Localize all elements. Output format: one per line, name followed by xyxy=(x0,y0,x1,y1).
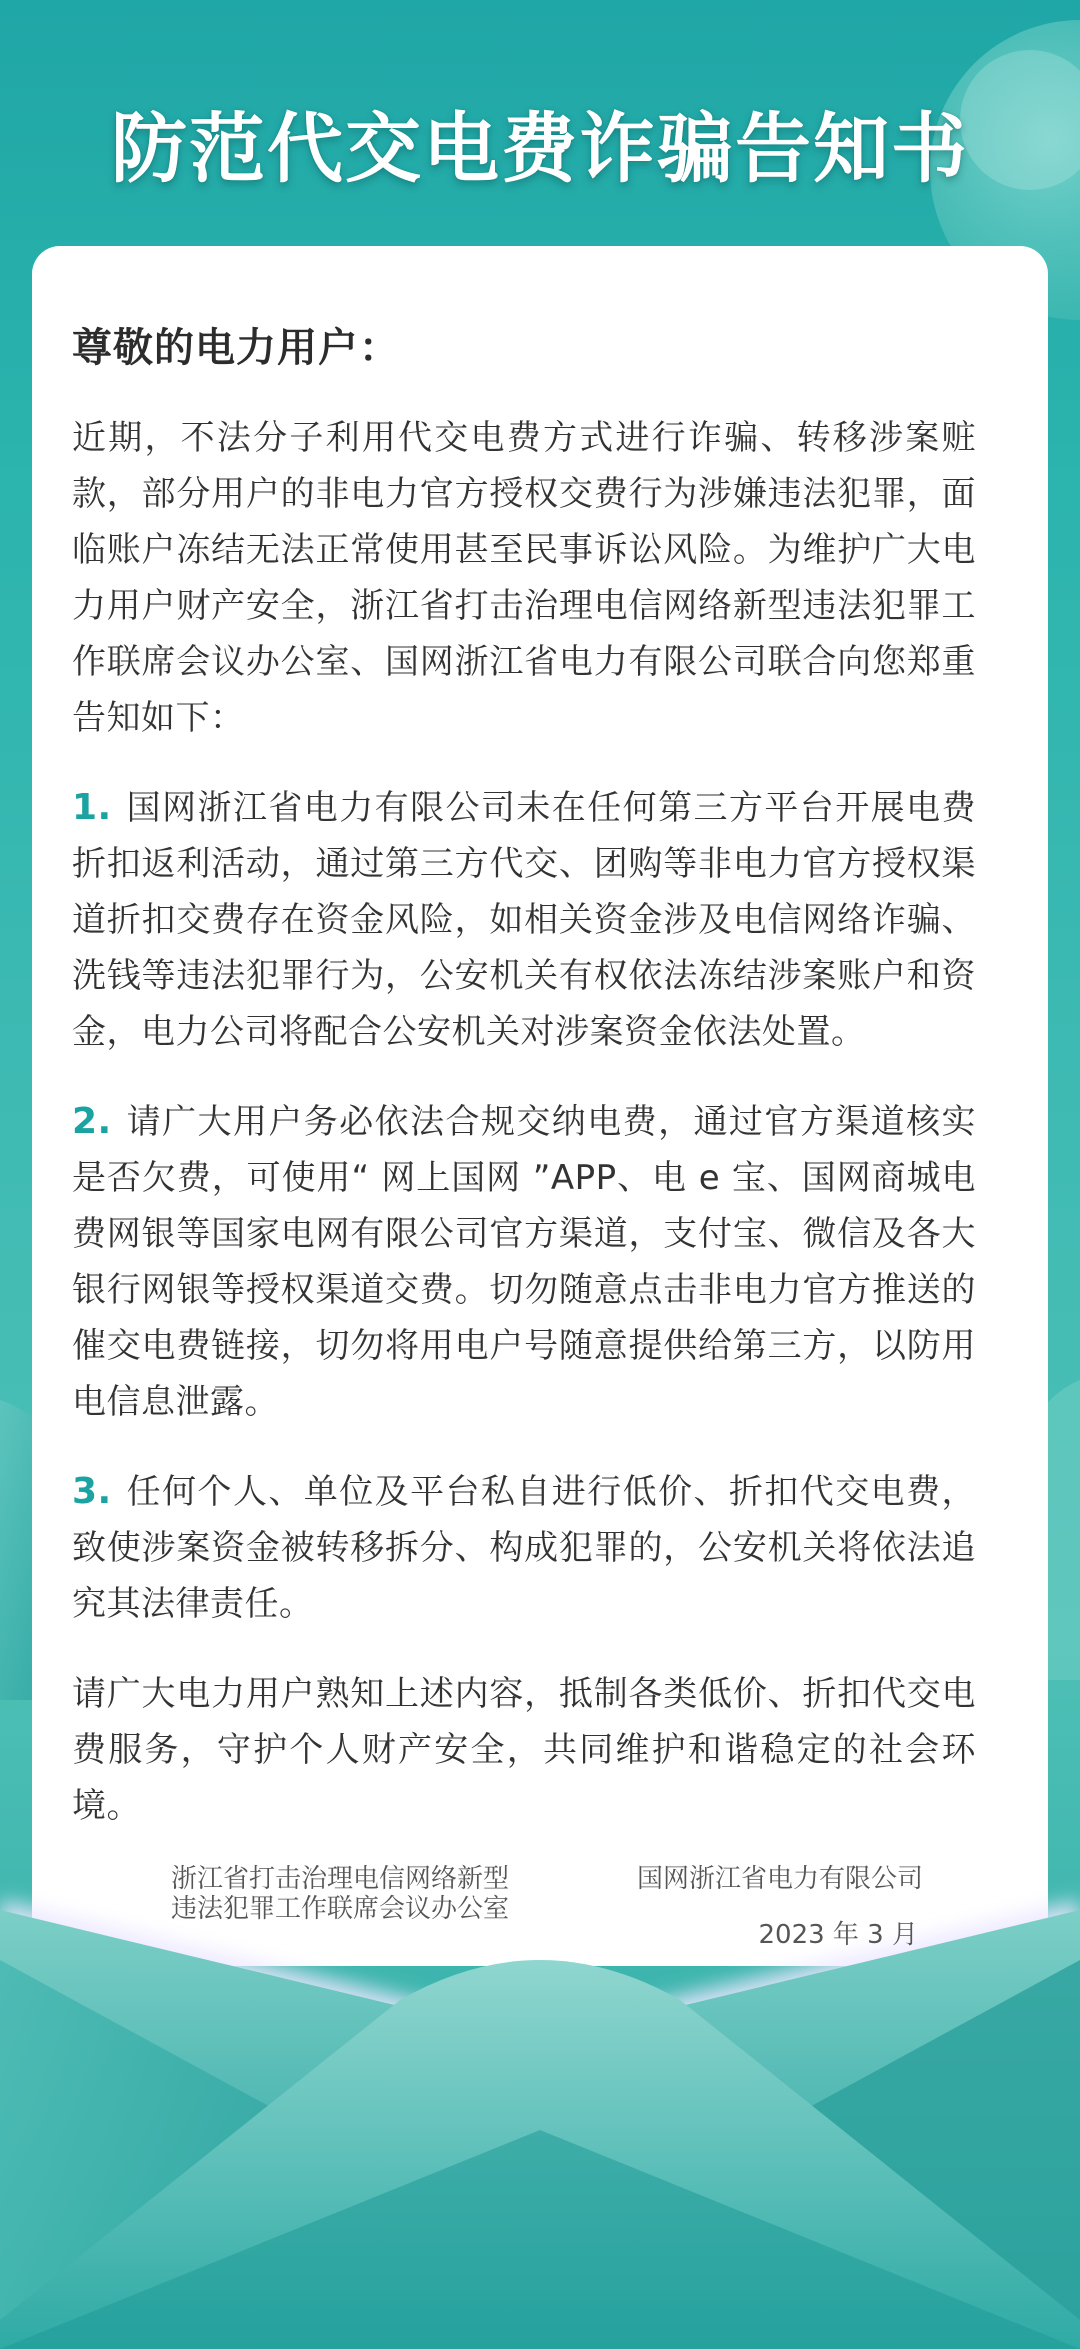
item-text: 国网浙江省电力有限公司未在任何第三方平台开展电费折扣返利活动，通过第三方代交、团购等非电力官方授权渠道折扣交费存在资金风险，如相关资金涉及电信网络诈骗、洗钱等违法犯罪行为，公安机关有权依法冻结涉案账户和资金，电力公司将配合公安机关对涉案资金依法处置。 xyxy=(72,788,976,1052)
footer-left-signature xyxy=(150,1864,530,1924)
intro-paragraph: 近期，不法分子利用代交电费方式进行诈骗、转移涉案赃款，部分用户的非电力官方授权交费行为涉嫌违法犯罪，面临账户冻结无法正常使用甚至民事诉讼风险。为维护广大电力用户财产安全，浙江省打击治理电信网络新型违法犯罪工作联席会议办公室、国网浙江省电力有限公司联合向您郑重告知如下： xyxy=(72,418,976,738)
closing-paragraph: 请广大电力用户熟知上述内容，抵制各类低价、折扣代交电费服务，守护个人财产安全，共同维护和谐稳定的社会环境。 xyxy=(72,1674,976,1826)
item-number: 1. xyxy=(72,787,112,828)
item-number: 2. xyxy=(72,1101,112,1142)
envelope-decoration xyxy=(0,1880,1080,2349)
item-number: 3. xyxy=(72,1471,112,1512)
notice-item-3 xyxy=(72,1464,976,1632)
page-title: 防范代交电费诈骗告知书 xyxy=(111,104,969,193)
notice-content xyxy=(72,316,976,1868)
item-text: 任何个人、单位及平台私自进行低价、折扣代交电费，致使涉案资金被转移拆分、构成犯罪的，公安机关将依法追究其法律责任。 xyxy=(72,1472,976,1624)
left-org-line-2: 违法犯罪工作联席会议办公室 xyxy=(170,1894,509,1924)
footer-right-signature xyxy=(620,1864,940,1950)
notice-item-2 xyxy=(72,1094,976,1430)
left-org-line-1: 浙江省打击治理电信网络新型 xyxy=(170,1864,509,1894)
notice-item-1 xyxy=(72,780,976,1060)
item-text: 请广大用户务必依法合规交纳电费，通过官方渠道核实是否欠费，可使用“ 网上国网 ”APP、电 e 宝、国网商城电费网银等国家电网有限公司官方渠道，支付宝、微信及各大银行网银等授权渠道交费。切勿随意点击非电力官方推送的催交电费链接，切勿将用电户号随意提供给第三方，以防用电信息泄露。 xyxy=(72,1102,976,1422)
issue-date: 2023 年 3 月 xyxy=(758,1920,918,1950)
greeting: 尊敬的电力用户： xyxy=(72,325,400,371)
right-org: 国网浙江省电力有限公司 xyxy=(636,1864,923,1894)
